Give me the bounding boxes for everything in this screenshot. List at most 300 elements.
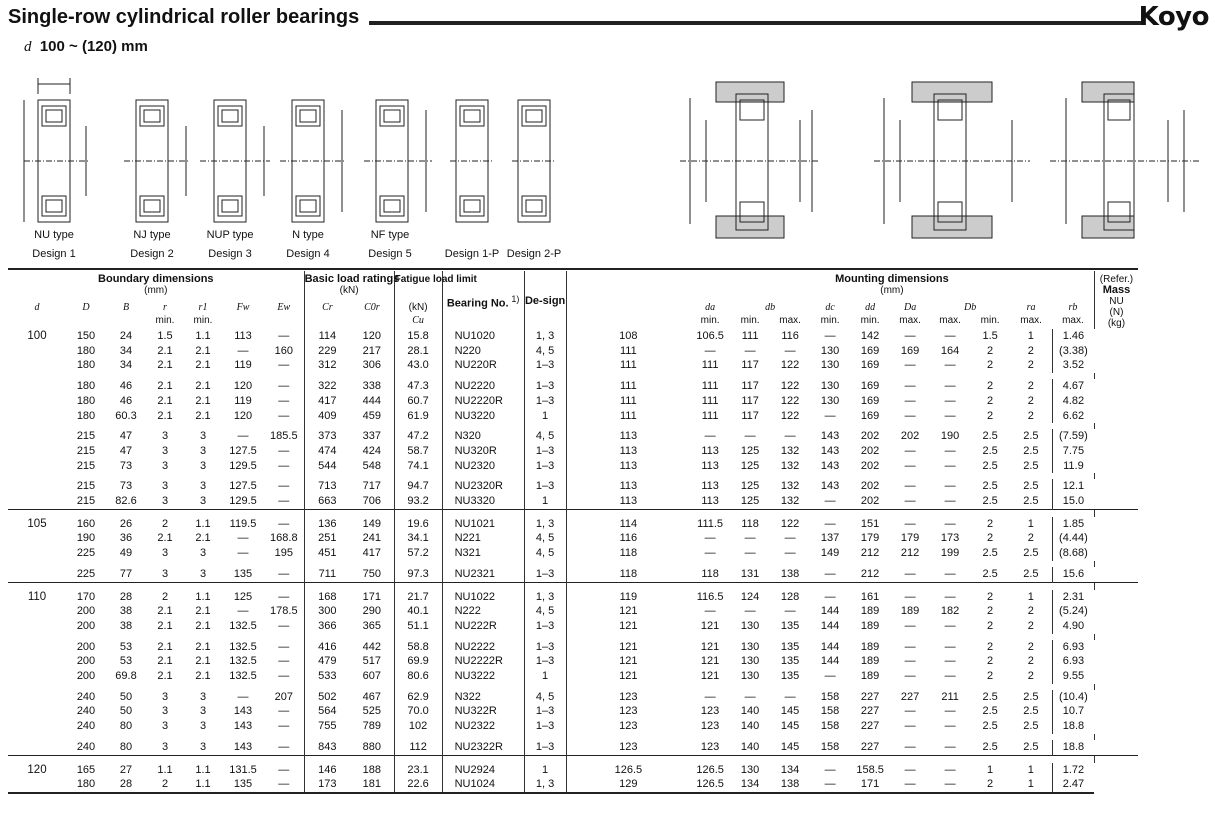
table-row bbox=[8, 590, 1138, 605]
table-cell: NU322R bbox=[442, 704, 524, 719]
table-cell: 2 bbox=[1027, 409, 1034, 422]
table-cell: 1–3 bbox=[524, 379, 566, 394]
diagram-design-2p bbox=[512, 100, 556, 222]
table-cell: NU2321 bbox=[442, 567, 524, 582]
table-row bbox=[8, 763, 1138, 778]
table-cell: 116 bbox=[781, 330, 799, 342]
table-cell: — bbox=[278, 394, 290, 407]
table-cell: — bbox=[944, 619, 956, 632]
table-cell: 200 bbox=[76, 619, 96, 632]
table-cell: NU2320 bbox=[442, 459, 524, 474]
table-cell: 122 bbox=[780, 380, 800, 393]
table-cell: — bbox=[904, 394, 916, 407]
table-cell: 2 bbox=[987, 409, 994, 422]
table-cell: 2.1 bbox=[157, 532, 173, 545]
table-cell: 117 bbox=[741, 409, 759, 422]
diagram-nj-type bbox=[124, 100, 190, 222]
table-cell: 2 bbox=[987, 532, 994, 545]
table-cell: (10.4) bbox=[1052, 690, 1094, 705]
table-cell: 2.1 bbox=[195, 394, 211, 407]
table-cell: 2 bbox=[987, 590, 994, 603]
table-cell: 132.5 bbox=[229, 619, 257, 632]
table-cell: 212 bbox=[860, 567, 880, 580]
table-cell: 306 bbox=[362, 359, 382, 372]
table-cell: — bbox=[904, 517, 916, 530]
table-cell: 125 bbox=[740, 459, 760, 472]
col-Db: Db bbox=[963, 301, 977, 313]
table-cell: 2 bbox=[1027, 619, 1034, 632]
col-Cu: Cu bbox=[394, 315, 442, 329]
table-cell: 151 bbox=[860, 517, 880, 530]
table-cell: 40.1 bbox=[394, 604, 442, 619]
table-cell: 3 bbox=[199, 567, 207, 580]
table-cell: 2.1 bbox=[157, 619, 173, 632]
table-cell: 135 bbox=[780, 655, 800, 668]
table-cell: 190 bbox=[76, 532, 96, 545]
table-cell: 27 bbox=[119, 763, 133, 776]
table-cell: — bbox=[904, 670, 916, 683]
table-cell: — bbox=[278, 495, 290, 508]
table-cell: 1.72 bbox=[1052, 763, 1094, 778]
table-cell: 2 bbox=[987, 619, 994, 632]
table-cell: 4, 5 bbox=[524, 604, 566, 619]
table-cell: 2 bbox=[987, 344, 994, 357]
table-cell: 185.5 bbox=[270, 430, 298, 443]
table-cell: 290 bbox=[362, 605, 382, 618]
table-cell: 36 bbox=[119, 532, 133, 545]
table-cell: 77 bbox=[119, 567, 133, 580]
table-cell: 337 bbox=[362, 430, 382, 443]
table-cell: 121 bbox=[566, 619, 690, 634]
bore-diameter bbox=[8, 640, 66, 655]
bore-diameter bbox=[8, 444, 66, 459]
table-cell: 3 bbox=[161, 459, 169, 472]
table-cell: — bbox=[944, 409, 956, 422]
col-db-min: min. bbox=[740, 315, 760, 327]
table-cell: 47 bbox=[119, 444, 133, 457]
table-cell: — bbox=[704, 605, 716, 618]
table-cell: 1 bbox=[1027, 763, 1034, 776]
table-cell: 117 bbox=[741, 359, 759, 372]
table-cell: — bbox=[944, 705, 956, 718]
table-cell: 2 bbox=[987, 640, 994, 653]
table-cell: 215 bbox=[76, 480, 96, 493]
table-cell: 2.1 bbox=[195, 359, 211, 372]
table-cell: 2.31 bbox=[1052, 590, 1094, 605]
table-cell: NU222R bbox=[442, 619, 524, 634]
table-cell: — bbox=[784, 547, 796, 560]
table-cell: 120 bbox=[233, 409, 253, 422]
table-cell: — bbox=[904, 720, 916, 733]
table-cell: 525 bbox=[362, 705, 382, 718]
table-cell: 240 bbox=[76, 705, 96, 718]
table-cell: — bbox=[824, 670, 836, 683]
table-cell: 189 bbox=[900, 605, 920, 618]
table-row bbox=[8, 619, 1138, 634]
table-cell: 135 bbox=[780, 619, 800, 632]
table-cell: — bbox=[278, 740, 290, 753]
table-cell: 2.5 bbox=[982, 495, 998, 508]
table-cell: 202 bbox=[860, 495, 880, 508]
table-cell: N321 bbox=[442, 546, 524, 561]
col-dd: dd bbox=[865, 301, 876, 313]
table-cell: — bbox=[744, 605, 756, 618]
table-cell: 111.5 bbox=[697, 517, 724, 530]
table-cell: — bbox=[704, 690, 716, 703]
table-cell: 713 bbox=[304, 479, 350, 494]
table-cell: 21.7 bbox=[394, 590, 442, 605]
table-cell: 171 bbox=[362, 590, 382, 603]
col-r1: r1 bbox=[198, 301, 208, 313]
table-cell: — bbox=[237, 344, 249, 357]
diagram-label-design: Design 1-P bbox=[444, 248, 500, 260]
table-cell: 2.1 bbox=[195, 619, 211, 632]
mounting-diagram-2 bbox=[874, 82, 1030, 238]
table-cell: 113 bbox=[234, 330, 252, 342]
table-cell: 145 bbox=[780, 740, 800, 753]
table-cell: — bbox=[824, 590, 836, 603]
table-cell: 188 bbox=[362, 763, 382, 776]
table-cell: 111 bbox=[701, 380, 719, 393]
table-cell: 1–3 bbox=[524, 740, 566, 755]
table-cell: 102 bbox=[394, 719, 442, 734]
table-cell: 6.93 bbox=[1052, 640, 1094, 655]
table-top-rule bbox=[8, 268, 1138, 270]
table-cell: 123 bbox=[566, 704, 690, 719]
table-cell: 444 bbox=[362, 394, 382, 407]
table-cell: — bbox=[278, 640, 290, 653]
table-cell: 789 bbox=[362, 720, 382, 733]
table-cell: 227 bbox=[860, 690, 880, 703]
table-cell: 128 bbox=[780, 590, 800, 603]
table-cell: 130 bbox=[820, 344, 840, 357]
diagram-design-1p bbox=[450, 100, 494, 222]
table-cell: 111 bbox=[566, 409, 690, 424]
table-cell: 217 bbox=[362, 344, 382, 357]
table-cell: 9.55 bbox=[1052, 669, 1094, 684]
table-cell: 215 bbox=[76, 495, 96, 508]
table-cell: 202 bbox=[860, 459, 880, 472]
table-cell: 112 bbox=[394, 740, 442, 755]
table-cell: 34 bbox=[119, 344, 133, 357]
table-cell: 409 bbox=[304, 409, 350, 424]
table-cell: 2.1 bbox=[157, 359, 173, 372]
table-row bbox=[8, 604, 1138, 619]
table-cell: 843 bbox=[304, 740, 350, 755]
table-cell: 229 bbox=[304, 344, 350, 359]
table-cell: 57.2 bbox=[394, 546, 442, 561]
table-cell: 108 bbox=[566, 329, 690, 344]
table-cell: 161 bbox=[860, 590, 880, 603]
table-cell: 118 bbox=[741, 517, 759, 530]
table-cell: 240 bbox=[76, 690, 96, 703]
table-cell: 125 bbox=[740, 480, 760, 493]
table-cell: 2.5 bbox=[1023, 444, 1039, 457]
bore-diameter bbox=[8, 459, 66, 474]
table-row bbox=[8, 479, 1138, 494]
table-cell: 755 bbox=[304, 719, 350, 734]
table-cell: 47.2 bbox=[394, 429, 442, 444]
table-cell: 53 bbox=[119, 655, 133, 668]
table-row bbox=[8, 719, 1138, 734]
table-cell: 18.8 bbox=[1052, 719, 1094, 734]
table-cell: NU3220 bbox=[442, 409, 524, 424]
diagram-label-design: Design 2-P bbox=[506, 248, 562, 260]
table-cell: 130 bbox=[820, 394, 840, 407]
table-row bbox=[8, 704, 1138, 719]
table-cell: 47.3 bbox=[394, 379, 442, 394]
table-cell: 1 bbox=[1010, 777, 1052, 793]
table-cell: 4, 5 bbox=[524, 546, 566, 561]
bearing-diagrams bbox=[0, 64, 1215, 264]
table-cell: — bbox=[824, 567, 836, 580]
table-cell: 2.5 bbox=[982, 480, 998, 493]
table-cell: 130 bbox=[820, 380, 840, 393]
table-cell: NU1024 bbox=[442, 777, 524, 793]
col-r: r bbox=[163, 301, 167, 313]
table-cell: 200 bbox=[76, 670, 96, 683]
table-cell: 94.7 bbox=[394, 479, 442, 494]
table-cell: 53 bbox=[119, 640, 133, 653]
table-cell: — bbox=[944, 495, 956, 508]
table-cell: — bbox=[278, 763, 290, 776]
table-cell: 121 bbox=[700, 655, 720, 668]
table-cell: 170 bbox=[76, 590, 96, 603]
table-cell: 1, 3 bbox=[524, 590, 566, 605]
table-cell: 2.5 bbox=[1023, 459, 1039, 472]
table-cell: 15.0 bbox=[1052, 494, 1094, 509]
table-cell: — bbox=[904, 590, 916, 603]
col-Fw: Fw bbox=[236, 301, 250, 313]
table-cell: — bbox=[278, 567, 290, 580]
col-r1-min: min. bbox=[193, 315, 213, 327]
table-cell: 169 bbox=[860, 409, 880, 422]
table-cell: 138 bbox=[770, 777, 810, 793]
table-cell: NU2222 bbox=[442, 640, 524, 655]
table-cell: — bbox=[704, 532, 716, 545]
table-cell: 2.5 bbox=[982, 430, 998, 443]
table-cell: 131.5 bbox=[229, 763, 257, 776]
table-cell: 62.9 bbox=[394, 690, 442, 705]
table-cell: 111 bbox=[566, 379, 690, 394]
basic-load-header: Basic load ratings (kN) bbox=[304, 271, 394, 302]
diagram-label-type: N type bbox=[292, 229, 324, 241]
bore-diameter: 110 bbox=[27, 590, 47, 603]
table-cell: 451 bbox=[304, 546, 350, 561]
table-cell: 1–3 bbox=[524, 394, 566, 409]
table-cell: 2.5 bbox=[1023, 690, 1039, 703]
table-cell: 227 bbox=[860, 740, 880, 753]
bore-diameter bbox=[8, 719, 66, 734]
table-cell: 50 bbox=[119, 690, 133, 703]
table-cell: (5.24) bbox=[1052, 604, 1094, 619]
table-cell: 122 bbox=[780, 394, 800, 407]
table-cell: 338 bbox=[362, 380, 382, 393]
table-cell: 70.0 bbox=[394, 704, 442, 719]
diagram-label-type: NJ type bbox=[133, 229, 171, 241]
table-cell: 111 bbox=[741, 330, 759, 342]
table-cell: 199 bbox=[940, 547, 960, 560]
table-cell: — bbox=[944, 720, 956, 733]
table-cell: 3 bbox=[199, 495, 207, 508]
table-cell: 171 bbox=[850, 777, 890, 793]
col-db: db bbox=[765, 301, 776, 313]
table-cell: — bbox=[784, 690, 796, 703]
table-cell: 202 bbox=[860, 480, 880, 493]
table-cell: — bbox=[904, 380, 916, 393]
table-cell: 26 bbox=[119, 517, 133, 530]
table-cell: 207 bbox=[274, 690, 293, 703]
col-da-min: min. bbox=[700, 315, 720, 327]
table-cell: 200 bbox=[76, 655, 96, 668]
table-cell: 130 bbox=[820, 359, 840, 372]
table-cell: 69.8 bbox=[115, 670, 137, 683]
table-cell: 200 bbox=[76, 640, 96, 653]
table-cell: 1.1 bbox=[195, 590, 211, 603]
table-cell: 158 bbox=[820, 740, 840, 753]
table-cell: 190 bbox=[940, 430, 960, 443]
table-cell: 126.5 bbox=[566, 763, 690, 778]
table-cell: 4, 5 bbox=[524, 344, 566, 359]
table-cell: 189 bbox=[860, 640, 880, 653]
table-cell: 479 bbox=[304, 654, 350, 669]
table-cell: — bbox=[824, 409, 836, 422]
table-cell: — bbox=[278, 359, 290, 372]
table-cell: 73 bbox=[119, 459, 133, 472]
table-cell: 146 bbox=[304, 763, 350, 778]
table-cell: — bbox=[944, 740, 956, 753]
table-cell: 38 bbox=[119, 605, 133, 618]
table-cell: 158 bbox=[820, 720, 840, 733]
mounting-dimensions-header: Mounting dimensions (mm) bbox=[835, 273, 949, 296]
table-cell: — bbox=[944, 359, 956, 372]
table-cell: 28 bbox=[119, 590, 133, 603]
table-cell: — bbox=[904, 480, 916, 493]
table-cell: 123 bbox=[566, 719, 690, 734]
table-cell: 3 bbox=[199, 690, 207, 703]
table-cell: — bbox=[278, 409, 290, 422]
table-cell: 2 bbox=[987, 359, 994, 372]
table-cell: — bbox=[810, 777, 850, 793]
table-cell: 1.5 bbox=[157, 330, 173, 342]
table-cell: 140 bbox=[740, 720, 760, 733]
bore-diameter bbox=[8, 740, 66, 755]
table-cell: 164 bbox=[940, 344, 960, 357]
table-cell: 38 bbox=[119, 619, 133, 632]
table-cell: 118 bbox=[566, 567, 690, 582]
table-cell: 145 bbox=[780, 705, 800, 718]
table-cell: 121 bbox=[566, 654, 690, 669]
table-cell: — bbox=[944, 655, 956, 668]
table-cell: 202 bbox=[860, 444, 880, 457]
table-cell: 143 bbox=[233, 720, 253, 733]
table-cell: NU220R bbox=[442, 358, 524, 373]
table-cell: 1–3 bbox=[524, 567, 566, 582]
table-cell: 195 bbox=[274, 547, 293, 560]
table-cell: 150 bbox=[76, 330, 96, 342]
table-cell: 2.5 bbox=[1023, 567, 1039, 580]
table-row bbox=[8, 329, 1138, 344]
col-Cr: Cr bbox=[304, 302, 350, 316]
table-cell: — bbox=[824, 763, 836, 776]
table-cell: 136 bbox=[304, 517, 350, 532]
table-cell: 169 bbox=[860, 344, 880, 357]
table-row bbox=[8, 517, 1138, 532]
table-cell: 3 bbox=[199, 547, 207, 560]
table-row bbox=[8, 567, 1138, 582]
table-cell: 300 bbox=[304, 604, 350, 619]
table-cell: 548 bbox=[362, 459, 382, 472]
table-cell: — bbox=[784, 532, 796, 545]
table-cell: 180 bbox=[76, 394, 96, 407]
table-cell: 118 bbox=[566, 546, 690, 561]
table-cell: 119 bbox=[566, 590, 690, 605]
table-cell: 1 bbox=[524, 409, 566, 424]
table-cell: 125 bbox=[740, 444, 760, 457]
table-cell: 140 bbox=[740, 740, 760, 753]
diagram-nup-type bbox=[200, 100, 270, 222]
table-cell: 2 bbox=[1027, 670, 1034, 683]
bore-diameter bbox=[8, 429, 66, 444]
bore-diameter bbox=[8, 567, 66, 582]
table-cell: 1.85 bbox=[1052, 517, 1094, 532]
table-cell: 80 bbox=[119, 720, 133, 733]
table-cell: — bbox=[930, 777, 970, 793]
table-cell: 140 bbox=[740, 705, 760, 718]
table-cell: — bbox=[744, 344, 756, 357]
table-cell: 240 bbox=[76, 720, 96, 733]
table-cell: 160 bbox=[274, 344, 293, 357]
table-cell: 47 bbox=[119, 430, 133, 443]
table-cell: — bbox=[278, 705, 290, 718]
table-cell: NU2222R bbox=[442, 654, 524, 669]
table-cell: 424 bbox=[362, 444, 382, 457]
table-cell: 3 bbox=[199, 444, 207, 457]
table-cell: 750 bbox=[362, 567, 382, 580]
table-cell: 2 bbox=[1027, 394, 1034, 407]
table-cell: 227 bbox=[860, 705, 880, 718]
diagram-n-type bbox=[280, 100, 346, 222]
table-cell: — bbox=[784, 605, 796, 618]
table-cell: 2 bbox=[1027, 532, 1034, 545]
table-cell: 2 bbox=[987, 380, 994, 393]
table-cell: 3 bbox=[161, 740, 169, 753]
table-cell: 181 bbox=[350, 777, 394, 793]
table-cell: 106.5 bbox=[696, 330, 724, 342]
table-cell: — bbox=[904, 705, 916, 718]
table-cell: 168 bbox=[304, 590, 350, 605]
table-cell: 80 bbox=[119, 740, 133, 753]
table-cell: 717 bbox=[362, 480, 382, 493]
table-cell: (7.59) bbox=[1052, 429, 1094, 444]
table-cell: 130 bbox=[740, 640, 760, 653]
table-cell: 169 bbox=[860, 359, 880, 372]
table-cell: — bbox=[904, 330, 916, 342]
table-cell: 1 bbox=[524, 494, 566, 509]
table-cell: 111 bbox=[701, 394, 719, 407]
table-cell: 158 bbox=[820, 705, 840, 718]
diagram-nf-type bbox=[364, 100, 432, 222]
table-cell: — bbox=[278, 670, 290, 683]
col-B: B bbox=[122, 301, 130, 313]
col-dd-min: min. bbox=[860, 315, 880, 327]
bore-diameter bbox=[8, 494, 66, 509]
table-row bbox=[8, 344, 1138, 359]
table-cell: 502 bbox=[304, 690, 350, 705]
mass-header: (Refer.) Mass NU (N) (kg) bbox=[1094, 271, 1138, 329]
table-cell: NU2322R bbox=[442, 740, 524, 755]
table-cell: 1, 3 bbox=[524, 777, 566, 793]
